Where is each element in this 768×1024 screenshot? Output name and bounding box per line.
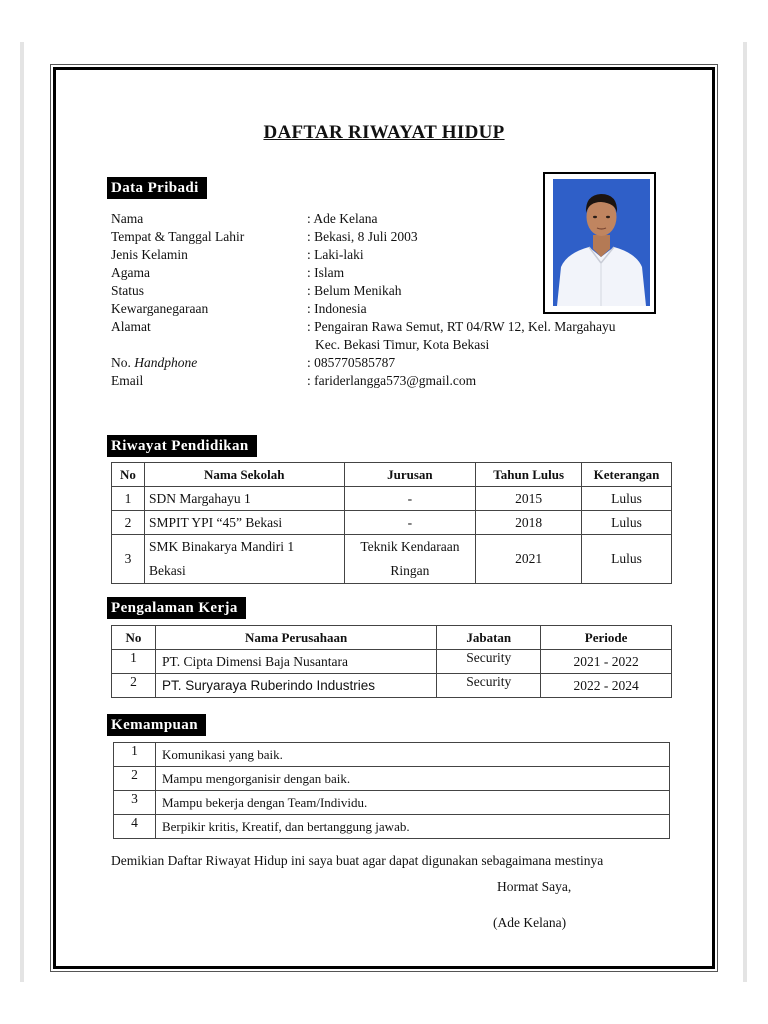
cell-period: 2022 - 2024 [541, 674, 672, 698]
cell-position: Security [437, 674, 541, 698]
cell-no: 2 [112, 511, 145, 535]
table-row [114, 791, 670, 815]
info-value: : Belum Menikah [307, 283, 402, 298]
info-label: Email [111, 373, 144, 388]
table-row [114, 815, 670, 839]
cell-company: PT. Cipta Dimensi Baja Nusantara [155, 650, 436, 674]
profile-photo-frame [543, 172, 656, 314]
table-row [112, 650, 672, 674]
cell-no: 1 [114, 743, 156, 767]
document-title: DAFTAR RIWAYAT HIDUP [263, 122, 505, 143]
cell-note: Lulus [582, 535, 672, 584]
column-header: Periode [541, 626, 672, 650]
cell-major-line1: Teknik Kendaraan [360, 539, 460, 554]
cell-no: 3 [112, 535, 145, 584]
cell-position: Security [437, 650, 541, 674]
column-header: Jurusan [344, 463, 476, 487]
work-table [111, 625, 672, 698]
cell-no: 3 [114, 791, 156, 815]
cell-school-line2: Bekasi [148, 563, 186, 578]
cell-no: 2 [112, 674, 156, 698]
cell-major: - [344, 487, 476, 511]
cell-school-line1: SMK Binakarya Mandiri 1 [148, 539, 295, 554]
skills-table [113, 742, 670, 839]
cell-school: SMPIT YPI “45” Bekasi [144, 511, 344, 535]
cell-school [144, 535, 344, 584]
cell-skill: Mampu bekerja dengan Team/Individu. [155, 791, 669, 815]
page-shadow-left [20, 42, 24, 982]
table-row [112, 535, 672, 584]
section-heading-personal: Data Pribadi [107, 177, 207, 199]
info-label-prefix: No. [111, 355, 135, 370]
info-label: Alamat [111, 319, 151, 334]
info-value: : Islam [307, 265, 345, 280]
cell-major: - [344, 511, 476, 535]
closing-regards: Hormat Saya, [497, 879, 572, 894]
info-label: Status [111, 283, 145, 298]
column-header: No [112, 626, 156, 650]
info-value: : fariderlangga573@gmail.com [307, 373, 477, 388]
cell-skill: Berpikir kritis, Kreatif, dan bertanggung jawab. [155, 815, 669, 839]
table-row [112, 674, 672, 698]
cell-school: SDN Margahayu 1 [144, 487, 344, 511]
cell-no: 1 [112, 487, 145, 511]
info-value: : Ade Kelana [307, 211, 378, 226]
signature-name: (Ade Kelana) [493, 915, 567, 930]
info-value: : Pengairan Rawa Semut, RT 04/RW 12, Kel. Margahayu [307, 319, 616, 334]
info-label-italic: Handphone [134, 355, 198, 370]
table-header-row [112, 626, 672, 650]
education-table [111, 462, 672, 584]
cell-major [344, 535, 476, 584]
closing-statement: Demikian Daftar Riwayat Hidup ini saya buat agar dapat digunakan sebagaimana mestinya [111, 853, 604, 868]
column-header: Nama Sekolah [144, 463, 344, 487]
cell-skill: Mampu mengorganisir dengan baik. [155, 767, 669, 791]
portrait-illustration [553, 179, 650, 306]
info-value: : 085770585787 [307, 355, 396, 370]
table-header-row [112, 463, 672, 487]
column-header: Tahun Lulus [476, 463, 582, 487]
table-row [114, 767, 670, 791]
cell-year: 2015 [476, 487, 582, 511]
section-heading-education: Riwayat Pendidikan [107, 435, 257, 457]
column-header: Keterangan [582, 463, 672, 487]
cell-note: Lulus [582, 487, 672, 511]
info-label: Nama [111, 211, 144, 226]
table-row [112, 511, 672, 535]
cell-company: PT. Suryaraya Ruberindo Industries [155, 674, 436, 698]
column-header: Jabatan [437, 626, 541, 650]
cell-note: Lulus [582, 511, 672, 535]
info-value: : Indonesia [307, 301, 367, 316]
info-label: Agama [111, 265, 150, 280]
info-label: Tempat & Tanggal Lahir [111, 229, 245, 244]
cell-period: 2021 - 2022 [541, 650, 672, 674]
profile-photo [553, 179, 650, 306]
info-label: Jenis Kelamin [111, 247, 188, 262]
cell-year: 2021 [476, 535, 582, 584]
cell-skill: Komunikasi yang baik. [155, 743, 669, 767]
table-row [112, 487, 672, 511]
info-value: : Bekasi, 8 Juli 2003 [307, 229, 418, 244]
table-row [114, 743, 670, 767]
page-shadow-right [743, 42, 747, 982]
cell-major-line2: Ringan [390, 563, 430, 578]
cell-no: 4 [114, 815, 156, 839]
info-value: : Laki-laki [307, 247, 364, 262]
section-heading-work: Pengalaman Kerja [107, 597, 246, 619]
info-label: Kewarganegaraan [111, 301, 209, 316]
column-header: No [112, 463, 145, 487]
info-label [111, 354, 197, 372]
cell-year: 2018 [476, 511, 582, 535]
cell-no: 1 [112, 650, 156, 674]
column-header: Nama Perusahaan [155, 626, 436, 650]
info-value-continuation: Kec. Bekasi Timur, Kota Bekasi [315, 337, 490, 352]
section-heading-skills: Kemampuan [107, 714, 206, 736]
cell-no: 2 [114, 767, 156, 791]
